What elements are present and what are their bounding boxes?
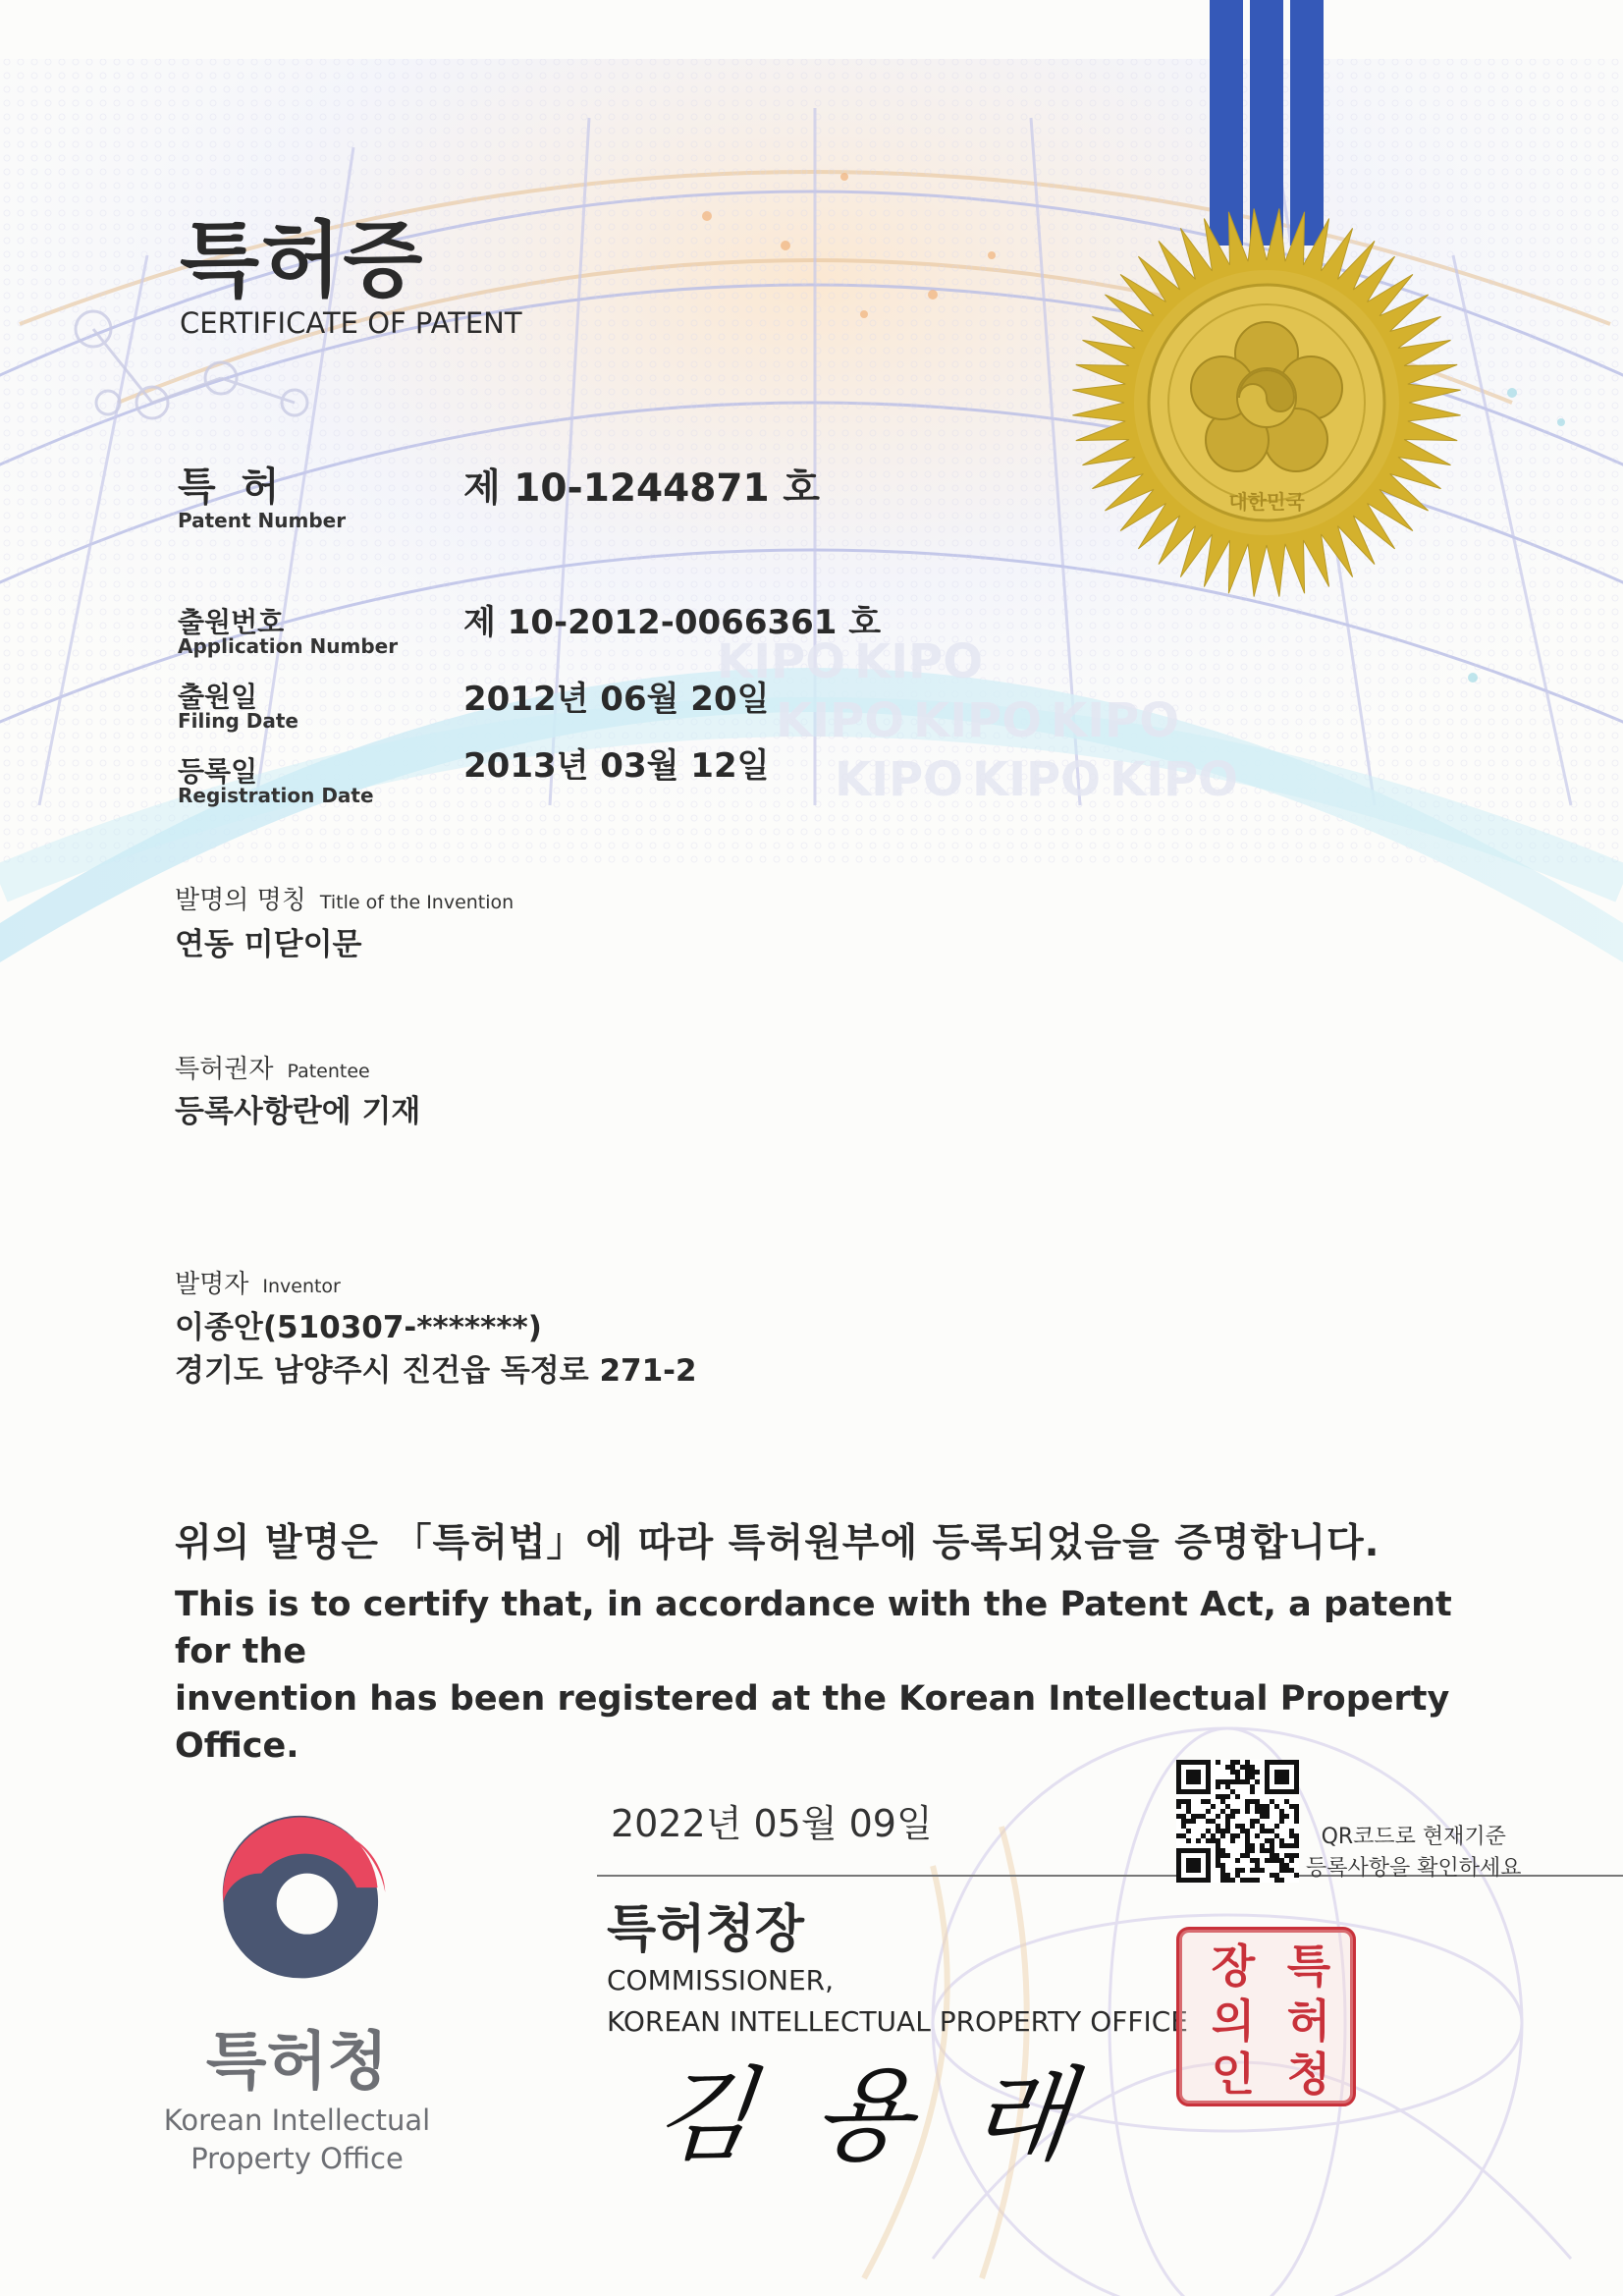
watermark-text: KIPO [1109,752,1239,807]
official-red-stamp [1176,1927,1356,2106]
patentee-label-en: Patentee [287,1061,370,1082]
issue-date: 2022년 05월 09일 [611,1802,933,1845]
watermark-text: KIPO [717,634,846,689]
patentee-label-ko: 특허권자 [175,1055,274,1084]
patentee-value: 등록사항란에 기재 [175,1094,421,1129]
registration-date-label-en: Registration Date [178,784,374,807]
commissioner-title-en-line2: KOREAN INTELLECTUAL PROPERTY OFFICE [607,2005,1188,2038]
watermark-text: KIPO [854,634,984,689]
application-number-label-ko: 출원번호 [178,606,285,638]
office-name-en-line2: Property Office [190,2142,404,2175]
office-name-en [147,2102,447,2178]
patent-number-label-ko: 특 허 [178,465,286,510]
watermark-text: KIPO [776,693,905,748]
watermark-text: KIPO [913,693,1043,748]
inventor-label [175,1264,341,1300]
inventor-name: 이종안(510307-*******) [175,1310,542,1345]
invention-title-label-en: Title of the Invention [319,892,514,913]
filing-date-label-ko: 출원일 [178,681,258,713]
declaration-en-line1: This is to certify that, in accordance with the Patent Act, a patent for the [175,1585,1452,1671]
commissioner-title-en [607,1960,1188,2043]
commissioner-title-en-line1: COMMISSIONER, [607,1964,834,1996]
inventor-label-en: Inventor [262,1276,341,1297]
application-number-value: 제 10-2012-0066361 호 [463,603,882,642]
registration-date-value: 2013년 03월 12일 [463,746,770,786]
gold-seal [1070,206,1463,599]
invention-title-label-ko: 발명의 명칭 [175,886,306,915]
registration-date-label-ko: 등록일 [178,755,258,788]
watermark-text: KIPO [835,752,964,807]
qr-code[interactable] [1176,1760,1299,1883]
watermark-text: KIPO [1051,693,1180,748]
qr-note-line1: QR코드로 현재기준 [1321,1825,1506,1849]
kipo-taegeuk-logo-icon [204,1797,395,1988]
filing-date-label-en: Filing Date [178,709,298,733]
invention-title-label [175,880,514,916]
certificate-title-ko: 특허증 [180,212,425,308]
patent-number-value: 제 10-1244871 호 [463,466,820,511]
svg-text:특허청장의인: 특 허 청장 의 인 [1211,1940,1331,2101]
commissioner-signature: 김 용 래 [648,2055,1091,2175]
inventor-label-ko: 발명자 [175,1270,249,1299]
certificate-title-en: CERTIFICATE OF PATENT [180,306,522,340]
qr-note-line2: 등록사항을 확인하세요 [1306,1856,1522,1881]
declaration-en-line2: invention has been registered at the Korean Intellectual Property Office. [175,1679,1450,1766]
invention-title-value: 연동 미닫이문 [175,927,362,962]
declaration-en [175,1581,1471,1770]
qr-note [1306,1822,1522,1885]
inventor-address: 경기도 남양주시 진건읍 독정로 271-2 [175,1353,697,1389]
office-name-en-line1: Korean Intellectual [163,2104,431,2137]
declaration-ko: 위의 발명은 「특허법」에 따라 특허원부에 등록되었음을 증명합니다. [175,1521,1380,1565]
commissioner-title-ko: 특허청장 [607,1900,804,1959]
patent-number-label-en: Patent Number [178,509,347,532]
watermark-text: KIPO [972,752,1102,807]
filing-date-value: 2012년 06월 20일 [463,680,770,719]
application-number-label-en: Application Number [178,634,399,658]
patentee-label [175,1049,370,1085]
office-name-ko: 특허청 [205,2026,389,2099]
seal-text: 대한민국 [1228,490,1305,514]
